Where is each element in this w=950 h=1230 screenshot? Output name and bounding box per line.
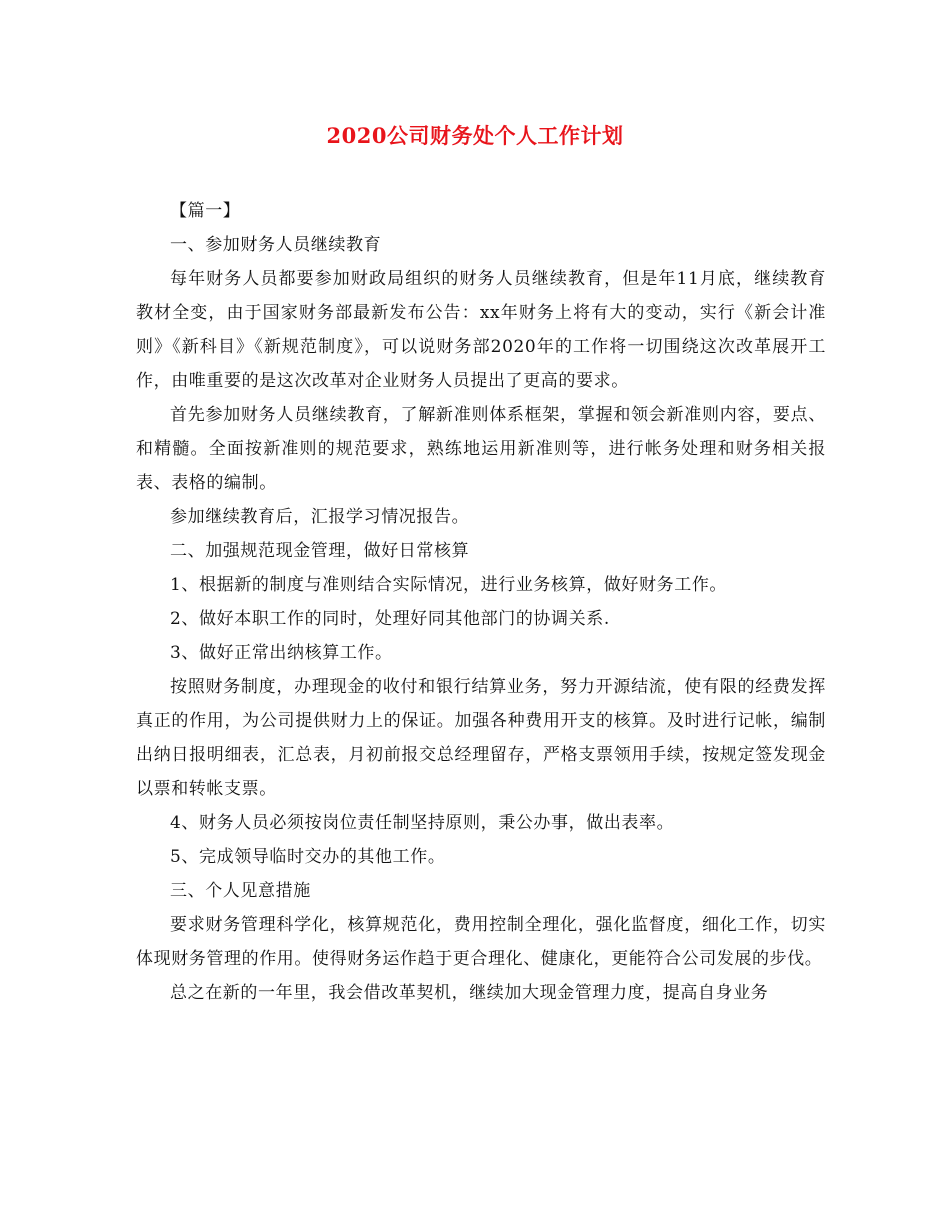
heading-personal-suggestions: 三、个人见意措施 (170, 881, 311, 901)
paragraph-study-report: 参加继续教育后，汇报学习情况报告。 (170, 507, 470, 527)
heading-continuing-education: 一、参加财务人员继续教育 (170, 235, 382, 255)
paragraph-new-standards: 首先参加财务人员继续教育，了解新准则体系框架，掌握和领会新准则内容，要点、和精髓。全面按新准则的规范要求，熟练地运用新准则等，进行帐务处理和财务相关报表、表格的编制。 (136, 405, 826, 493)
list-item-2: 2、做好本职工作的同时，处理好同其他部门的协调关系. (170, 609, 610, 629)
paragraph-cashier-duties: 按照财务制度，办理现金的收付和银行结算业务，努力开源结流，使有限的经费发挥真正的作用，为公司提供财力上的保证。加强各种费用开支的核算。及时进行记帐，编制出纳日报明细表，汇总表，月初前报交总经理留存，严格支票领用手续，按规定签发现金以票和转帐支票。 (136, 677, 826, 799)
document-body (136, 194, 826, 1010)
list-item-4: 4、财务人员必须按岗位责任制坚持原则，秉公办事，做出表率。 (170, 813, 675, 833)
paragraph-conclusion: 总之在新的一年里，我会借改革契机，继续加大现金管理力度，提高自身业务 (170, 983, 769, 1003)
paragraph-continuing-education: 每年财务人员都要参加财政局组织的财务人员继续教育，但是年11月底，继续教育教材全变，由于国家财务部最新发布公告：xx年财务上将有大的变动，实行《新会计准则》《新科目》《新规范制度》，可以说财务部2020年的工作将一切围绕这次改革展开工作，由唯重要的是这次改革对企业财务人员提出了更高的要求。 (136, 269, 826, 391)
list-item-1: 1、根据新的制度与准则结合实际情况，进行业务核算，做好财务工作。 (170, 575, 728, 595)
list-item-3: 3、做好正常出纳核算工作。 (170, 643, 393, 663)
section-heading-part-one: 【篇一】 (170, 201, 241, 221)
heading-cash-management: 二、加强规范现金管理，做好日常核算 (170, 541, 470, 561)
paragraph-management-requirements: 要求财务管理科学化，核算规范化，费用控制全理化，强化监督度，细化工作，切实体现财务管理的作用。使得财务运作趋于更合理化、健康化，更能符合公司发展的步伐。 (136, 915, 826, 969)
document-title: 2020公司财务处个人工作计划 (326, 123, 624, 148)
list-item-5: 5、完成领导临时交办的其他工作。 (170, 847, 446, 867)
